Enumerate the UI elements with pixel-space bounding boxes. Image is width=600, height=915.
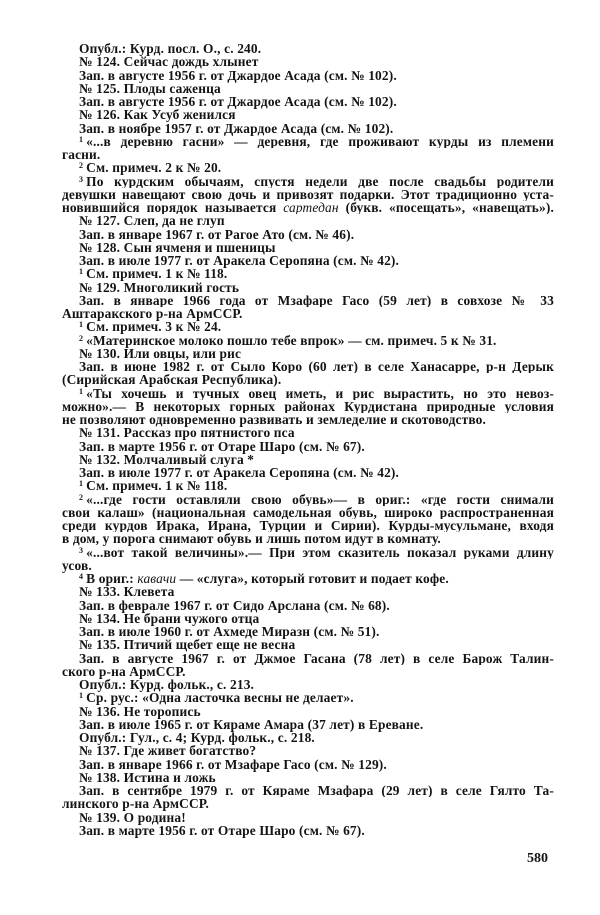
text-line (62, 453, 554, 466)
line-text: № 133. Клевета (79, 584, 175, 600)
line-text: новившийся порядок называется (62, 201, 284, 215)
line-text: Зап. в июне 1982 г. от Сыло Коро (60 лет) в селе Ханасарре, р-н Дерык (79, 360, 554, 374)
text-line (62, 811, 554, 824)
text-line (62, 135, 554, 148)
text-line (62, 612, 554, 625)
footnote-marker: 2 (79, 492, 84, 502)
line-text: № 125. Плоды саженца (79, 80, 221, 96)
line-text: Зап. в августе 1956 г. от Джардое Асада (см. № 102). (79, 94, 397, 109)
line-text: См. примеч. 1 к № 118. (86, 478, 228, 494)
text-line (62, 532, 554, 545)
line-text: Ср. рус.: «Одна ласточка весны не делает». (86, 690, 354, 706)
text-line (62, 82, 554, 95)
text-line (62, 281, 554, 294)
text-line (62, 440, 554, 453)
text-line (62, 95, 554, 108)
page-number: 580 (527, 851, 548, 866)
line-text: См. примеч. 1 к № 118. (86, 266, 228, 282)
line-text: Зап. в августе 1956 г. от Джардое Асада (см. № 102). (79, 67, 397, 83)
text-line (62, 797, 554, 810)
line-text: «...где гости оставляли свою обувь»— в ориг.: «где гости снимали (86, 492, 554, 506)
line-text: № 138. Истина и ложь (79, 769, 216, 785)
text-line (62, 55, 554, 68)
text-line (62, 267, 554, 280)
text-line (62, 400, 554, 413)
italic-term: сартедан (283, 201, 339, 215)
line-text: Зап. в сентябре 1979 г. от Кяраме Мзафара (29 лет) в селе Гялто Та- (79, 784, 554, 798)
text-line (62, 161, 554, 174)
text-line (62, 307, 554, 320)
line-text: Зап. в феврале 1967 г. от Сидо Арслана (см. № 68). (79, 597, 390, 613)
text-line (62, 771, 554, 784)
line-text: не позволяют одновременно развивать и земледелие и скотоводство. (62, 412, 486, 427)
line-text: ского р-на АрмССР. (62, 663, 186, 679)
footnote-marker: 2 (79, 333, 84, 343)
line-text: линского р-на АрмССР. (62, 796, 209, 812)
line-text: «Материнское молоко пошло тебе впрок» — см. примеч. 5 к № 31. (86, 332, 497, 348)
text-line (62, 214, 554, 227)
line-text: № 136. Не торопись (79, 703, 201, 719)
line-text: Зап. в июле 1960 г. от Ахмеде Миразн (см. № 51). (79, 624, 380, 639)
line-text: № 128. Сын ячменя и пшеницы (79, 239, 276, 255)
line-text: «...вот такой величины».— При этом сказитель показал руками длину (86, 545, 554, 559)
line-text: свои калаш» (национальная самодельная обувь, широко распространенная (62, 505, 554, 519)
text-line (62, 69, 554, 82)
line-text: среди курдов Ирака, Ирана, Турции и Сирии). Курды-мусульмане, входя (62, 519, 554, 533)
line-text: Зап. в июле 1965 г. от Кяраме Амара (37 лет) в Ереване. (79, 716, 424, 732)
line-text: № 139. О родина! (79, 809, 186, 825)
text-line (62, 108, 554, 121)
line-text: «...в деревню гасни» — деревня, где проживают курды из племени (86, 134, 554, 148)
line-text: Зап. в июле 1977 г. от Аракела Серопяна (см. № 42). (79, 253, 400, 268)
line-text: Опубл.: Гул., с. 4; Курд. фольк., с. 218. (79, 730, 315, 745)
italic-term: кавачи (137, 571, 177, 586)
text-line (62, 201, 554, 214)
line-text: Опубл.: Курд. фольк., с. 213. (79, 677, 255, 692)
line-text: девушки навещают свою дочь и привозят подарки. Этот традиционно уста- (62, 187, 554, 201)
text-line (62, 625, 554, 638)
line-text: (Сирийская Арабская Республика). (62, 372, 282, 388)
text-line (62, 42, 554, 55)
text-line (62, 188, 554, 201)
text-line (62, 148, 554, 161)
footnote-marker: 1 (79, 134, 84, 144)
text-line (62, 652, 554, 665)
text-line (62, 122, 554, 135)
line-text: Зап. в июле 1977 г. от Аракела Серопяна (см. № 42). (79, 465, 400, 480)
footnote-marker: 1 (79, 267, 84, 277)
text-line (62, 228, 554, 241)
text-line (62, 678, 554, 691)
line-text: Зап. в марте 1956 г. от Отаре Шаро (см. № 67). (79, 822, 365, 838)
line-text: Зап. в августе 1967 г. от Джмое Гасана (78 лет) в селе Барож Талин- (79, 651, 554, 665)
text-line (62, 426, 554, 439)
text-line (62, 373, 554, 386)
text-line (62, 175, 554, 188)
text-line (62, 824, 554, 837)
text-line (62, 638, 554, 651)
line-text: См. примеч. 2 к № 20. (86, 160, 222, 176)
line-text: № 134. Не брани чужого отца (79, 610, 260, 626)
line-text: Зап. в марте 1956 г. от Отаре Шаро (см. № 67). (79, 438, 365, 454)
text-line (62, 334, 554, 347)
text-line (62, 506, 554, 519)
text-line (62, 559, 554, 572)
text-line (62, 360, 554, 373)
line-text: № 132. Молчаливый слуга * (79, 451, 255, 467)
text-line (62, 241, 554, 254)
line-text: усов. (62, 557, 92, 573)
text-line (62, 572, 554, 585)
text-line (62, 387, 554, 400)
line-text: См. примеч. 3 к № 24. (86, 319, 222, 335)
text-line (62, 347, 554, 360)
line-text: № 131. Рассказ про пятнистого пса (79, 425, 295, 441)
line-text: можно».— В некоторых горных районах Курдистана природные условия (62, 399, 554, 413)
text-line (62, 758, 554, 771)
text-line (62, 519, 554, 532)
text-line (62, 665, 554, 678)
text-line (62, 413, 554, 426)
line-text: № 137. Где живет богатство? (79, 743, 257, 759)
text-line (62, 599, 554, 612)
line-text: Опубл.: Курд. посл. О., с. 240. (79, 41, 262, 56)
line-text: По курдским обычаям, спустя недели две после свадьбы родители (86, 174, 554, 188)
text-line (62, 493, 554, 506)
line-text: Зап. в январе 1966 года от Мзафаре Гасо (59 лет) в совхозе № 33 (79, 293, 554, 307)
text-line (62, 744, 554, 757)
line-text: В ориг.: (86, 571, 138, 586)
footnote-marker: 1 (79, 691, 84, 701)
text-line (62, 784, 554, 797)
footnote-marker: 3 (79, 174, 84, 184)
line-text: № 135. Птичий щебет еще не весна (79, 637, 296, 653)
text-line (62, 718, 554, 731)
line-text: Зап. в январе 1966 г. от Мзафаре Гасо (см. № 129). (79, 756, 387, 772)
line-text: № 124. Сейчас дождь хлынет (79, 54, 259, 70)
footnote-marker: 1 (79, 320, 84, 330)
line-text-continued: — «слуга», который готовит и подает кофе. (176, 571, 449, 586)
footnote-marker: 1 (79, 386, 84, 396)
line-text: в дом, у порога снимают обувь и лишь потом идут в комнату. (62, 531, 441, 547)
line-text: № 126. Как Усуб женился (79, 107, 236, 123)
text-line (62, 294, 554, 307)
page-text (62, 42, 554, 837)
line-text: Зап. в январе 1967 г. от Рагое Ато (см. № 46). (79, 226, 355, 242)
text-line (62, 479, 554, 492)
footnote-marker: 4 (79, 572, 84, 581)
text-line (62, 691, 554, 704)
line-text: № 127. Слеп, да не глуп (79, 213, 225, 229)
line-text: гасни. (62, 147, 101, 162)
text-line (62, 546, 554, 559)
footnote-marker: 2 (79, 161, 84, 171)
footnote-marker: 3 (79, 545, 84, 555)
text-line (62, 466, 554, 479)
line-text: № 129. Многоликий гость (79, 279, 240, 295)
line-text: № 130. Или овцы, или рис (79, 345, 242, 361)
text-line (62, 254, 554, 267)
text-line (62, 731, 554, 744)
text-line (62, 705, 554, 718)
text-line (62, 585, 554, 598)
line-text: Аштаракского р-на АрмССР. (62, 306, 243, 321)
text-line (62, 320, 554, 333)
line-text: Зап. в ноябре 1957 г. от Джардое Асада (см. № 102). (79, 120, 394, 136)
line-text: «Ты хочешь и тучных овец иметь, и рис вырастить, но это невоз- (86, 386, 554, 400)
line-text-continued: (букв. «посещать», «навещать»). (338, 201, 554, 215)
footnote-marker: 1 (79, 479, 84, 489)
